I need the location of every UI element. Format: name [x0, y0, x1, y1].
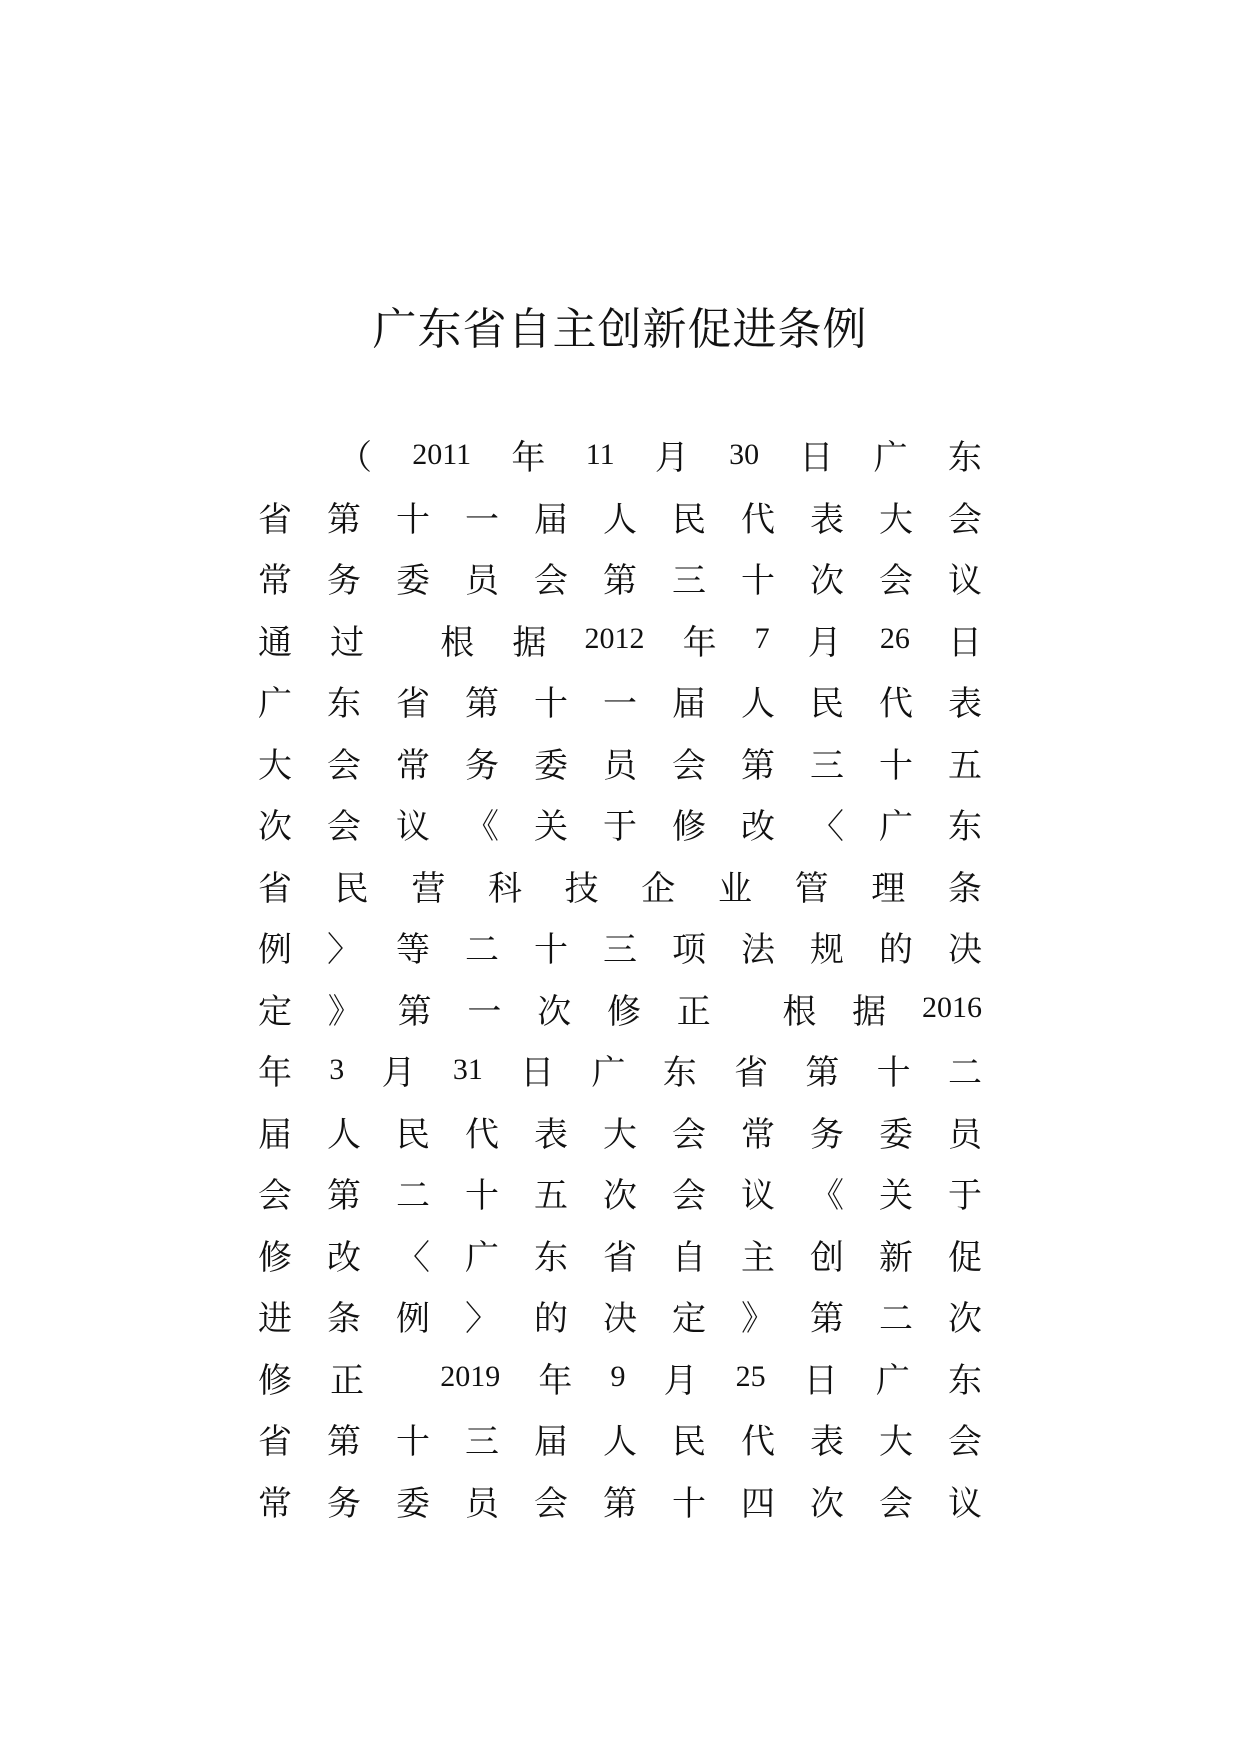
text-token: 改: [741, 807, 775, 848]
text-token: 民: [672, 499, 706, 540]
text-token: 十: [465, 1176, 499, 1217]
text-line: [258, 547, 982, 609]
text-token: 会: [327, 807, 361, 848]
text-token: 例: [258, 930, 292, 971]
text-token: 会: [258, 1176, 292, 1217]
text-token: 十: [396, 499, 430, 540]
text-token: 第: [465, 684, 499, 725]
text-token: 大: [879, 1422, 913, 1463]
text-token: 一: [465, 499, 499, 540]
text-token: 一: [603, 684, 637, 725]
text-token: 员: [465, 1483, 499, 1524]
text-token: 科: [487, 868, 522, 909]
text-token: 东: [534, 1237, 568, 1278]
text-token: 日: [520, 1053, 555, 1094]
text-line: [258, 609, 982, 671]
text-line: [258, 1224, 982, 1286]
text-token: 第: [603, 1483, 637, 1524]
text-token: 十: [876, 1053, 911, 1094]
text-token: 26: [879, 622, 910, 656]
text-token: 会: [948, 499, 982, 540]
text-line: [258, 1347, 982, 1409]
text-token: 技: [564, 868, 599, 909]
text-token: 广: [873, 438, 908, 479]
text-token: 十: [534, 684, 568, 725]
text-token: 改: [327, 1237, 361, 1278]
text-token: 员: [465, 561, 499, 602]
text-token: 省: [258, 868, 292, 909]
text-token: 代: [465, 1114, 499, 1155]
text-token: 表: [534, 1114, 568, 1155]
text-token: 广: [875, 1360, 910, 1401]
text-token: 《: [465, 807, 499, 848]
text-token: 代: [879, 684, 913, 725]
text-token: 等: [396, 930, 430, 971]
text-token: 省: [258, 499, 292, 540]
text-token: 9: [610, 1360, 626, 1394]
text-token: 议: [948, 561, 982, 602]
text-token: 民: [672, 1422, 706, 1463]
text-token: （: [338, 438, 372, 479]
text-token: 省: [603, 1237, 637, 1278]
text-token: 东: [327, 684, 361, 725]
text-token: 省: [258, 1422, 292, 1463]
text-token: 定: [672, 1299, 706, 1340]
text-token: 会: [879, 1483, 913, 1524]
text-token: 正: [330, 1360, 365, 1401]
text-token: 条: [947, 868, 982, 909]
text-token: 委: [396, 1483, 430, 1524]
text-token: 二: [947, 1053, 982, 1094]
text-token: 于: [603, 807, 637, 848]
text-token: 省: [396, 684, 430, 725]
text-token: 3: [329, 1052, 345, 1086]
text-token: 人: [603, 499, 637, 540]
text-line: [258, 732, 982, 794]
text-token: 人: [603, 1422, 637, 1463]
text-token: 的: [534, 1299, 568, 1340]
text-token: 议: [948, 1483, 982, 1524]
text-token: 的: [879, 930, 913, 971]
text-token: 第: [327, 499, 361, 540]
text-token: 人: [741, 684, 775, 725]
text-token: 决: [603, 1299, 637, 1340]
text-token: 议: [741, 1176, 775, 1217]
text-token: 次: [810, 561, 844, 602]
text-token: 会: [879, 561, 913, 602]
text-token: 十: [741, 561, 775, 602]
text-token: 2012: [584, 622, 645, 656]
text-token: 十: [879, 745, 913, 786]
text-token: 大: [879, 499, 913, 540]
text-token: 四: [741, 1483, 775, 1524]
text-token: 民: [334, 868, 369, 909]
text-token: 通: [258, 622, 292, 663]
text-token: 《: [810, 1176, 844, 1217]
text-token: 定: [258, 991, 292, 1032]
text-token: 条: [327, 1299, 361, 1340]
text-token: 五: [534, 1176, 568, 1217]
text-token: 大: [258, 745, 292, 786]
text-token: 过: [330, 622, 365, 663]
text-token: 东: [662, 1053, 697, 1094]
text-token: 据: [512, 622, 547, 663]
text-token: 二: [465, 930, 499, 971]
text-line: [258, 486, 982, 548]
text-token: 第: [603, 561, 637, 602]
text-token: 东: [948, 807, 982, 848]
text-token: 届: [534, 1422, 568, 1463]
text-token: 三: [672, 561, 706, 602]
text-line: [258, 424, 982, 486]
text-line: [258, 793, 982, 855]
text-token: 广: [258, 684, 292, 725]
text-token: 表: [810, 1422, 844, 1463]
text-token: 修: [606, 991, 641, 1032]
text-token: 月: [807, 622, 842, 663]
text-token: 常: [258, 561, 292, 602]
text-token: 促: [948, 1237, 982, 1278]
text-token: 会: [534, 561, 568, 602]
text-token: 日: [803, 1360, 838, 1401]
text-token: 进: [258, 1299, 292, 1340]
text-token: 届: [534, 499, 568, 540]
text-token: 例: [396, 1299, 430, 1340]
text-token: 关: [879, 1176, 913, 1217]
text-token: 广: [465, 1237, 499, 1278]
text-token: 7: [754, 622, 770, 656]
text-token: 常: [258, 1483, 292, 1524]
text-token: 创: [810, 1237, 844, 1278]
text-token: 第: [327, 1422, 361, 1463]
legislative-history-text: [258, 424, 982, 1531]
text-token: 月: [654, 438, 689, 479]
text-line: [258, 1039, 982, 1101]
text-token: 根: [440, 622, 475, 663]
text-token: 月: [663, 1360, 698, 1401]
text-token: 据: [852, 991, 887, 1032]
text-token: 》: [327, 991, 362, 1032]
text-token: 民: [810, 684, 844, 725]
text-token: 月: [381, 1053, 416, 1094]
text-token: 营: [411, 868, 446, 909]
text-token: 》: [741, 1299, 775, 1340]
text-token: 员: [603, 745, 637, 786]
text-token: 十: [396, 1422, 430, 1463]
text-token: 二: [879, 1299, 913, 1340]
text-token: 第: [327, 1176, 361, 1217]
text-token: 代: [741, 1422, 775, 1463]
text-token: 年: [258, 1053, 292, 1094]
text-token: 务: [327, 561, 361, 602]
text-line: [258, 916, 982, 978]
text-token: 次: [810, 1483, 844, 1524]
text-token: 次: [537, 991, 572, 1032]
text-token: 于: [948, 1176, 982, 1217]
text-token: 新: [879, 1237, 913, 1278]
text-token: 人: [327, 1114, 361, 1155]
text-token: 务: [465, 745, 499, 786]
text-token: 三: [465, 1422, 499, 1463]
text-line: [258, 1101, 982, 1163]
text-token: 十: [534, 930, 568, 971]
text-token: 正: [676, 991, 711, 1032]
text-token: 五: [948, 745, 982, 786]
text-token: 东: [947, 438, 982, 479]
text-token: 年: [511, 438, 546, 479]
text-token: 根: [782, 991, 817, 1032]
text-token: 会: [672, 745, 706, 786]
text-token: 民: [396, 1114, 430, 1155]
text-token: 主: [741, 1237, 775, 1278]
text-token: 〉: [327, 930, 361, 971]
text-token: 修: [258, 1237, 292, 1278]
text-token: 会: [672, 1114, 706, 1155]
text-token: 修: [672, 807, 706, 848]
text-token: 广: [591, 1053, 626, 1094]
text-token: 2011: [412, 437, 472, 471]
text-token: 二: [396, 1176, 430, 1217]
text-line: [258, 1470, 982, 1532]
text-token: 年: [538, 1360, 573, 1401]
text-token: 届: [672, 684, 706, 725]
text-token: 管: [794, 868, 829, 909]
text-token: 届: [258, 1114, 292, 1155]
text-token: 会: [327, 745, 361, 786]
text-token: 第: [810, 1299, 844, 1340]
text-token: 会: [534, 1483, 568, 1524]
text-token: 2016: [921, 991, 982, 1025]
text-token: 日: [799, 438, 834, 479]
text-token: 次: [258, 807, 292, 848]
text-token: 业: [717, 868, 752, 909]
text-token: 表: [810, 499, 844, 540]
text-token: 25: [735, 1360, 766, 1394]
text-token: 委: [396, 561, 430, 602]
text-token: 三: [810, 745, 844, 786]
text-token: 表: [948, 684, 982, 725]
text-token: 东: [947, 1360, 982, 1401]
text-token: 委: [534, 745, 568, 786]
text-line: [258, 1162, 982, 1224]
text-token: 常: [741, 1114, 775, 1155]
text-token: 广: [879, 807, 913, 848]
text-token: 〉: [465, 1299, 499, 1340]
text-token: 三: [603, 930, 637, 971]
text-token: 企: [641, 868, 676, 909]
text-token: 次: [603, 1176, 637, 1217]
text-token: 日: [947, 622, 982, 663]
text-token: 会: [948, 1422, 982, 1463]
text-token: 〈: [396, 1237, 430, 1278]
text-line: [258, 1408, 982, 1470]
text-token: 2019: [440, 1360, 501, 1394]
text-token: 次: [948, 1299, 982, 1340]
text-line: [258, 1285, 982, 1347]
text-token: 理: [871, 868, 906, 909]
text-token: 委: [879, 1114, 913, 1155]
text-token: 法: [741, 930, 775, 971]
text-token: 议: [396, 807, 430, 848]
text-token: 自: [672, 1237, 706, 1278]
text-token: 员: [948, 1114, 982, 1155]
text-token: 11: [585, 437, 615, 471]
text-token: 会: [672, 1176, 706, 1217]
text-token: 一: [467, 991, 502, 1032]
text-token: 省: [734, 1053, 769, 1094]
text-token: 年: [682, 622, 717, 663]
text-token: 第: [805, 1053, 840, 1094]
text-token: 务: [810, 1114, 844, 1155]
text-line: [258, 670, 982, 732]
text-token: 大: [603, 1114, 637, 1155]
text-token: 31: [452, 1052, 483, 1086]
text-token: 〈: [810, 807, 844, 848]
text-token: 务: [327, 1483, 361, 1524]
text-token: 代: [741, 499, 775, 540]
text-token: 十: [672, 1483, 706, 1524]
text-token: 第: [741, 745, 775, 786]
text-token: 规: [810, 930, 844, 971]
text-token: 第: [397, 991, 432, 1032]
text-token: 关: [534, 807, 568, 848]
text-token: 项: [672, 930, 706, 971]
text-token: 决: [948, 930, 982, 971]
text-token: 常: [396, 745, 430, 786]
text-token: 30: [729, 437, 760, 471]
text-line: [258, 978, 982, 1040]
document-title: 广东省自主创新促进条例: [372, 304, 868, 355]
text-line: [258, 855, 982, 917]
text-token: 修: [258, 1360, 292, 1401]
